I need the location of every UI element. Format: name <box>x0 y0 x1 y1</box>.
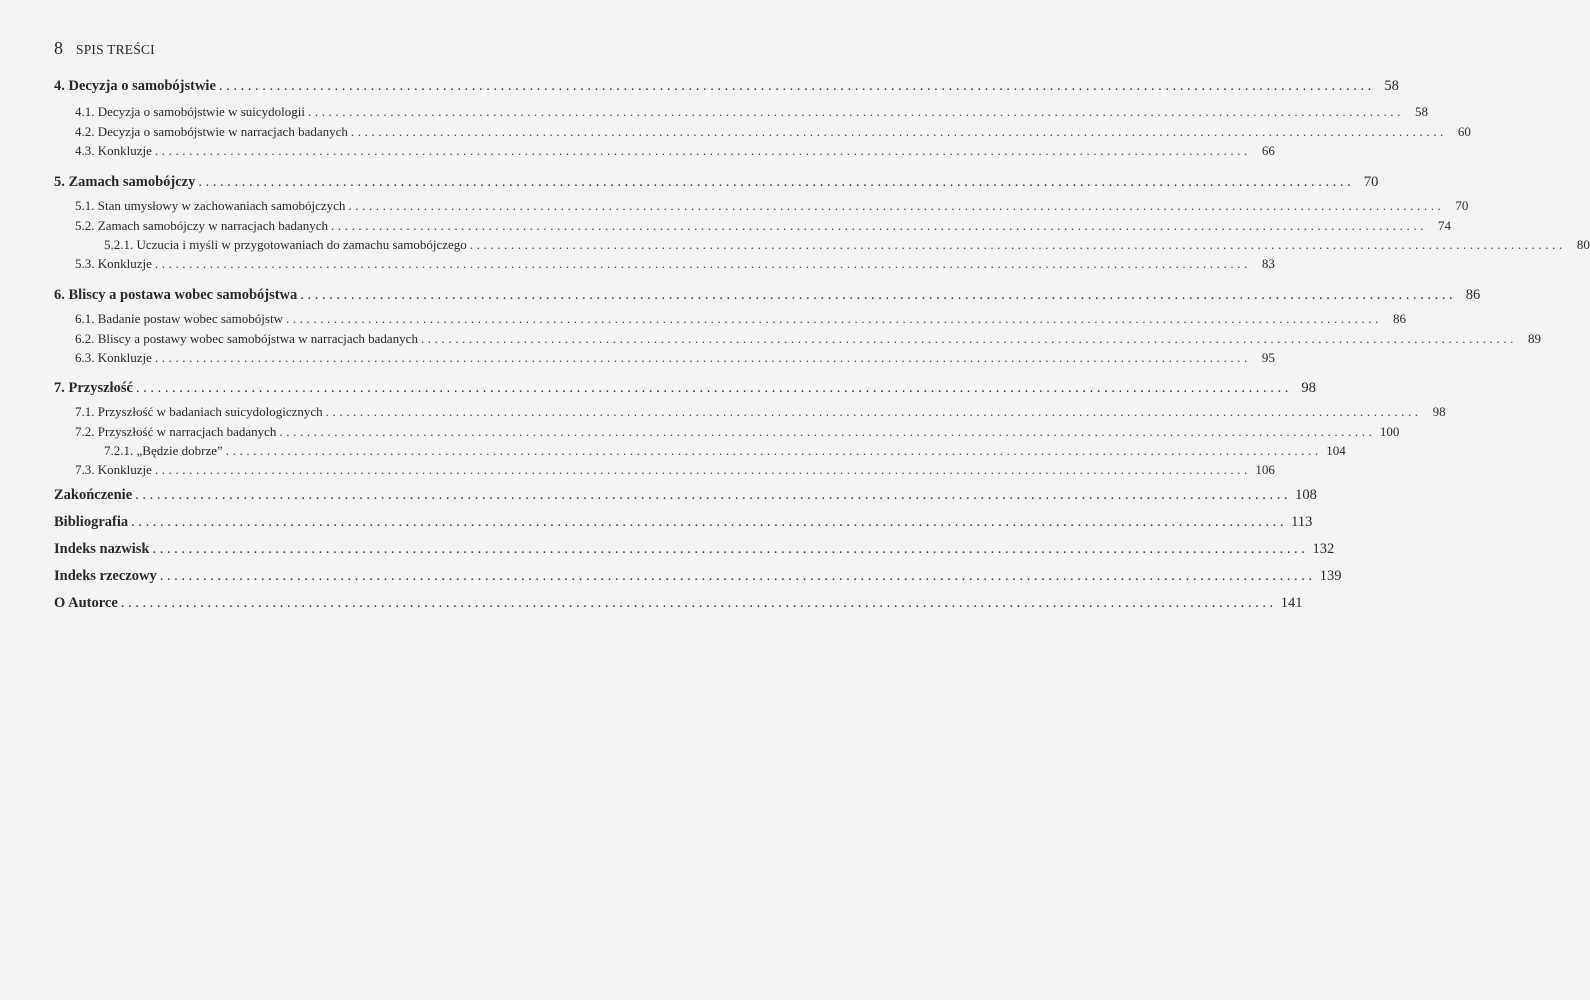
toc-section-entry <box>75 124 1471 144</box>
toc-chapter-entry <box>54 541 1335 561</box>
toc-section-entry <box>75 311 1406 331</box>
toc-entry-label: 6. Bliscy a postawa wobec samobójstwa <box>54 287 298 303</box>
toc-section-entry <box>75 331 1541 351</box>
toc-leader-dots: ................................................................................................................................................................ <box>154 143 1251 158</box>
toc-chapter-entry <box>54 487 1317 507</box>
toc-leader-dots: ................................................................................................................................................................ <box>348 198 1445 213</box>
toc-leader-dots: ................................................................................................................................................................ <box>308 104 1404 119</box>
toc-leader-dots: ................................................................................................................................................................ <box>469 237 1566 252</box>
toc-entry-page-number: 80 <box>1576 237 1590 252</box>
toc-entry-label: 6.1. Badanie postaw wobec samobójstw <box>75 311 283 326</box>
toc-chapter-entry <box>54 595 1303 615</box>
toc-section-entry <box>75 218 1452 238</box>
toc-section-entry <box>75 104 1428 124</box>
toc-leader-dots: ................................................................................................................................................................ <box>152 541 1309 557</box>
toc-leader-dots: ................................................................................................................................................................ <box>218 78 1375 94</box>
toc-entry-label: 5.3. Konkluzje <box>75 256 152 271</box>
toc-entry-label: 7.3. Konkluzje <box>75 462 152 477</box>
toc-entry-page-number: 100 <box>1379 424 1400 439</box>
toc-entry-page-number: 98 <box>1301 380 1316 396</box>
toc-entry-page-number: 106 <box>1255 462 1275 477</box>
toc-leader-dots: ................................................................................................................................................................ <box>135 380 1292 396</box>
toc-entry-page-number: 108 <box>1295 487 1317 503</box>
toc-leader-dots: ................................................................................................................................................................ <box>135 487 1292 503</box>
toc-section-entry <box>104 237 1590 257</box>
toc-leader-dots: ................................................................................................................................................................ <box>225 443 1322 458</box>
toc-entry-page-number: 60 <box>1457 124 1471 139</box>
toc-entry-label: 6.2. Bliscy a postawy wobec samobójstwa w narracjach badanych <box>75 331 418 346</box>
toc-entry-page-number: 83 <box>1261 256 1275 271</box>
toc-entry-page-number: 86 <box>1392 311 1406 326</box>
toc-leader-dots: ................................................................................................................................................................ <box>154 462 1251 477</box>
toc-entry-page-number: 58 <box>1415 104 1428 119</box>
toc-chapter-entry <box>54 174 1379 194</box>
toc-entry-page-number: 70 <box>1455 198 1469 213</box>
running-head <box>54 38 155 60</box>
page-number: 8 <box>54 38 63 58</box>
toc-section-entry <box>75 256 1275 276</box>
toc-section-entry <box>75 143 1275 163</box>
toc-entry-label: 5.2. Zamach samobójczy w narracjach badanych <box>75 218 329 233</box>
toc-leader-dots: ................................................................................................................................................................ <box>420 331 1517 346</box>
toc-entry-label: 4.1. Decyzja o samobójstwie w suicydologii <box>75 104 305 119</box>
toc-entry-label: O Autorce <box>54 595 118 611</box>
toc-entry-label: 5. Zamach samobójczy <box>54 174 196 190</box>
toc-chapter-entry <box>54 287 1481 307</box>
toc-entry-label: 4.2. Decyzja o samobójstwie w narracjach badanych <box>75 124 348 139</box>
toc-entry-label: Bibliografia <box>54 514 129 530</box>
toc-section-entry <box>75 462 1275 482</box>
toc-entry-label: Zakończenie <box>54 487 133 503</box>
toc-chapter-entry <box>54 380 1316 400</box>
toc-leader-dots: ................................................................................................................................................................ <box>154 350 1251 365</box>
toc-entry-label: 5.2.1. Uczucia i myśli w przygotowaniach do zamachu samobójczego <box>104 237 467 252</box>
toc-entry-page-number: 98 <box>1432 404 1446 419</box>
toc-chapter-entry <box>54 514 1313 534</box>
toc-leader-dots: ................................................................................................................................................................ <box>350 124 1447 139</box>
toc-section-entry <box>75 198 1469 218</box>
toc-entry-page-number: 66 <box>1261 143 1275 158</box>
toc-entry-page-number: 141 <box>1280 595 1303 611</box>
toc-entry-label: 4.3. Konkluzje <box>75 143 152 158</box>
toc-entry-label: Indeks nazwisk <box>54 541 150 557</box>
toc-leader-dots: ................................................................................................................................................................ <box>159 568 1316 584</box>
toc-entry-page-number: 70 <box>1363 174 1379 190</box>
toc-chapter-entry <box>54 568 1342 588</box>
toc-entry-page-number: 132 <box>1312 541 1335 557</box>
toc-entry-label: Indeks rzeczowy <box>54 568 157 584</box>
toc-leader-dots: ................................................................................................................................................................ <box>198 174 1355 190</box>
toc-entry-label: 7.1. Przyszłość w badaniach suicydologicznych <box>75 404 323 419</box>
toc-entry-page-number: 89 <box>1527 331 1541 346</box>
toc-section-entry <box>104 443 1346 463</box>
toc-entry-page-number: 113 <box>1291 514 1313 530</box>
toc-leader-dots: ................................................................................................................................................................ <box>131 514 1288 530</box>
toc-entry-page-number: 95 <box>1261 350 1275 365</box>
toc-leader-dots: ................................................................................................................................................................ <box>279 424 1376 439</box>
toc-entry-label: 7.2. Przyszłość w narracjach badanych <box>75 424 277 439</box>
toc-leader-dots: ................................................................................................................................................................ <box>285 311 1382 326</box>
section-title: SPIS TREŚCI <box>76 42 155 57</box>
toc-chapter-entry <box>54 78 1399 98</box>
toc-entry-label: 4. Decyzja o samobójstwie <box>54 78 216 94</box>
toc-entry-label: 7.2.1. „Będzie dobrze” <box>104 443 223 458</box>
toc-entry-label: 7. Przyszłość <box>54 380 133 396</box>
toc-leader-dots: ................................................................................................................................................................ <box>120 595 1277 611</box>
toc-entry-page-number: 58 <box>1384 78 1399 94</box>
toc-leader-dots: ................................................................................................................................................................ <box>300 287 1457 303</box>
toc-section-entry <box>75 424 1400 444</box>
toc-leader-dots: ................................................................................................................................................................ <box>325 404 1422 419</box>
toc-leader-dots: ................................................................................................................................................................ <box>154 256 1251 271</box>
toc-entry-page-number: 74 <box>1438 218 1452 233</box>
toc-entry-label: 6.3. Konkluzje <box>75 350 152 365</box>
toc-section-entry <box>75 404 1446 424</box>
toc-entry-page-number: 86 <box>1465 287 1481 303</box>
toc-entry-page-number: 104 <box>1326 443 1346 458</box>
toc-entry-page-number: 139 <box>1319 568 1342 584</box>
toc-entry-label: 5.1. Stan umysłowy w zachowaniach samobójczych <box>75 198 346 213</box>
toc-section-entry <box>75 350 1275 370</box>
toc-leader-dots: ................................................................................................................................................................ <box>331 218 1428 233</box>
